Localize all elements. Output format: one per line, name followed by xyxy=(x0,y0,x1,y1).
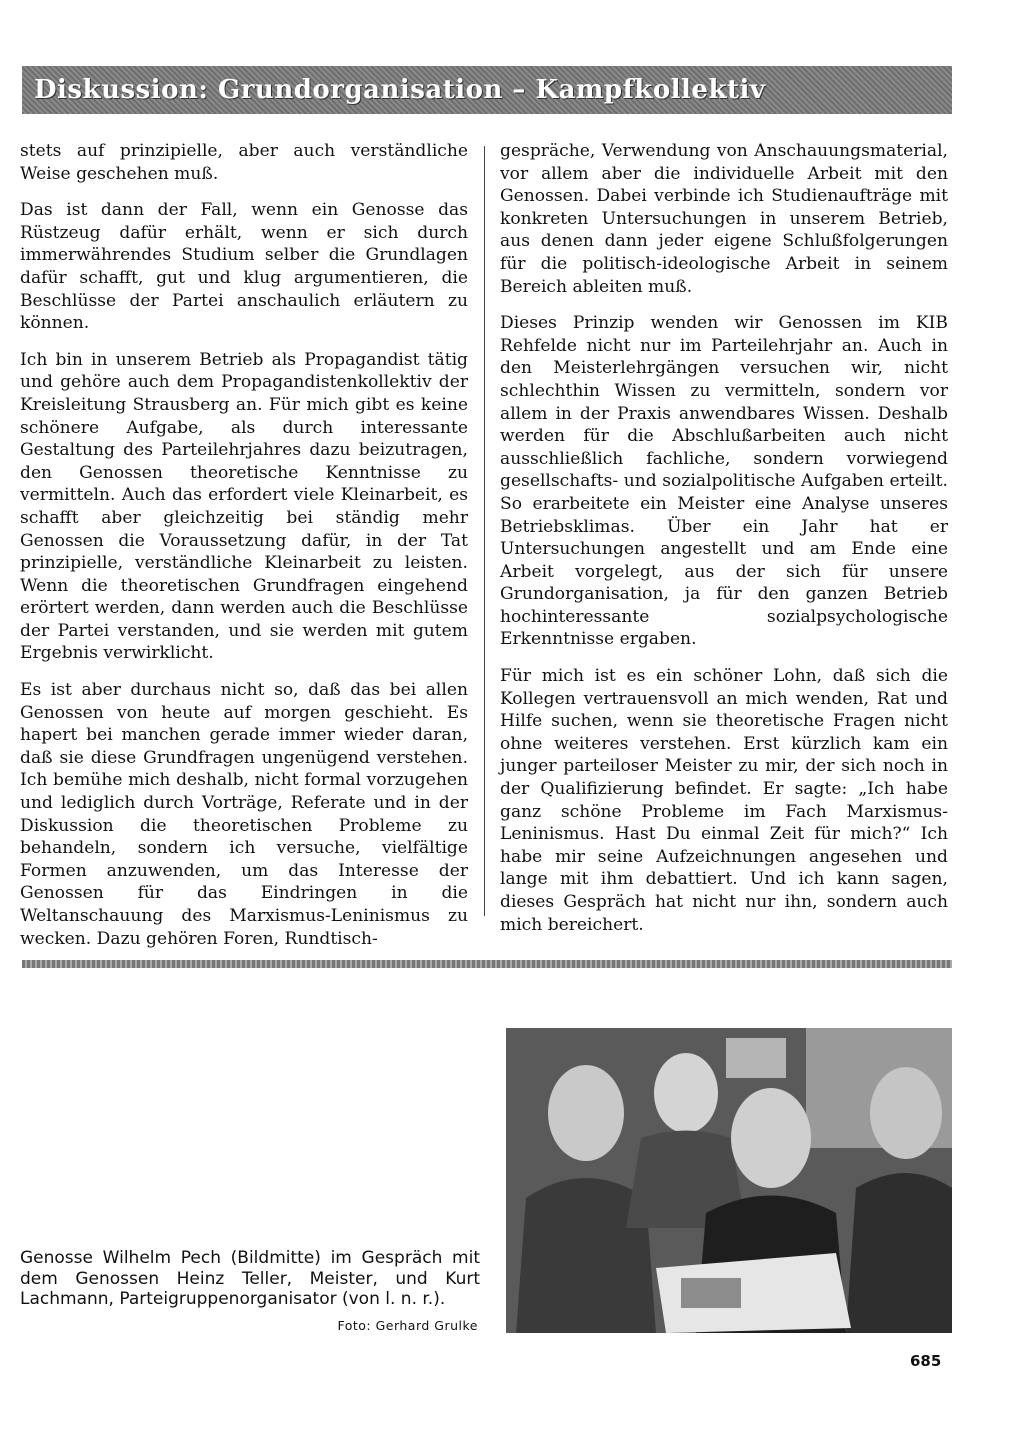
page-title: Diskussion: Grundorganisation – Kampfkollektiv xyxy=(34,75,766,105)
photo-caption: Genosse Wilhelm Pech (Bildmitte) im Gespräch mit dem Genossen Heinz Teller, Meister, und Kurt Lachmann, Parteigruppenorganisator (von l. n. r.). xyxy=(20,1248,480,1309)
column-divider xyxy=(484,146,485,916)
paragraph: Es ist aber durchaus nicht so, daß das bei allen Genossen von heute auf morgen geschieht. Es hapert bei manchen gerade immer wieder daran, daß sie diese Grundfragen ungenügend verstehen. Ich bemühe mich deshalb, nicht formal vorzugehen und lediglich durch Vorträge, Referate und in der Diskussion die theoretischen Probleme zu behandeln, sondern ich versuche, vielfältige Formen anzuwenden, um das Interesse der Genossen für das Eindringen in die Weltanschauung des Marxismus-Leninismus zu wecken. Dazu gehören Foren, Rundtisch- xyxy=(20,680,468,949)
section-divider xyxy=(22,960,952,968)
paragraph: Dieses Prinzip wenden wir Genossen im KIB Rehfelde nicht nur im Parteilehrjahr an. Auch in den Meisterlehrgängen versuchen wir, nicht schlechthin Wissen zu vermitteln, sondern vor allem in der Praxis anwendbares Wissen. Deshalb werden für die Abschlußarbeiten auch nicht ausschließlich fachliche, sondern vorwiegend gesellschafts- und sozialpolitische Aufgaben erteilt. So erarbeitete ein Meister eine Analyse unseres Betriebsklimas. Über ein Jahr hat er Untersuchungen angestellt und am Ende eine Arbeit vorgelegt, aus der sich für unsere Grundorganisation, ja für den ganzen Betrieb hochinteressante sozialpsychologische Erkenntnisse ergaben. xyxy=(500,313,948,650)
left-column xyxy=(20,140,468,964)
right-column xyxy=(500,140,948,950)
photo-credit: Foto: Gerhard Grulke xyxy=(337,1318,478,1333)
photo-illustration xyxy=(506,1028,952,1333)
paragraph: Für mich ist es ein schöner Lohn, daß sich die Kollegen vertrauensvoll an mich wenden, Rat und Hilfe suchen, wenn sie theoretische Fragen nicht ohne weiteres verstehen. Erst kürzlich kam ein junger parteiloser Meister zu mir, der sich noch in der Qualifizierung befindet. Er sagte: „Ich habe ganz schöne Probleme im Fach Marxismus-Leninismus. Hast Du einmal Zeit für mich?“ Ich habe mir seine Aufzeichnungen angesehen und lange mit ihm debattiert. Und ich kann sagen, dieses Gespräch hat nicht nur ihn, sondern auch mich bereichert. xyxy=(500,666,948,935)
paragraph: Ich bin in unserem Betrieb als Propagandist tätig und gehöre auch dem Propagandistenkollektiv der Kreisleitung Strausberg an. Für mich gibt es keine schönere Aufgabe, als durch interessante Gestaltung des Parteilehrjahres dazu beizutragen, den Genossen theoretische Kenntnisse zu vermitteln. Auch das erfordert viele Kleinarbeit, es schafft aber gleichzeitig bei ständig mehr Genossen die Voraussetzung dafür, in der Tat prinzipielle, verständliche Kleinarbeit zu leisten. Wenn die theoretischen Grundfragen eingehend erörtert werden, dann werden auch die Beschlüsse der Partei verstanden, und sie werden mit gutem Ergebnis verwirklicht. xyxy=(20,349,468,664)
paragraph: gespräche, Verwendung von Anschauungsmaterial, vor allem aber die individuelle Arbeit mit den Genossen. Dabei verbinde ich Studienaufträge mit konkreten Untersuchungen in unserem Betrieb, aus denen dann jeder eigene Schlußfolgerungen für die politisch-ideologische Arbeit in seinem Bereich ableiten muß. xyxy=(500,141,948,297)
paragraph: stets auf prinzipielle, aber auch verständliche Weise geschehen muß. xyxy=(20,141,468,184)
paragraph: Das ist dann der Fall, wenn ein Genosse das Rüstzeug dafür erhält, wenn er sich durch immerwährendes Studium selber die Grundlagen dafür schafft, gut und klug argumentieren, die Beschlüsse der Partei anschaulich erläutern zu können. xyxy=(20,200,468,334)
page-number: 685 xyxy=(910,1352,942,1370)
photo xyxy=(506,1028,952,1333)
header-bar xyxy=(22,66,952,114)
